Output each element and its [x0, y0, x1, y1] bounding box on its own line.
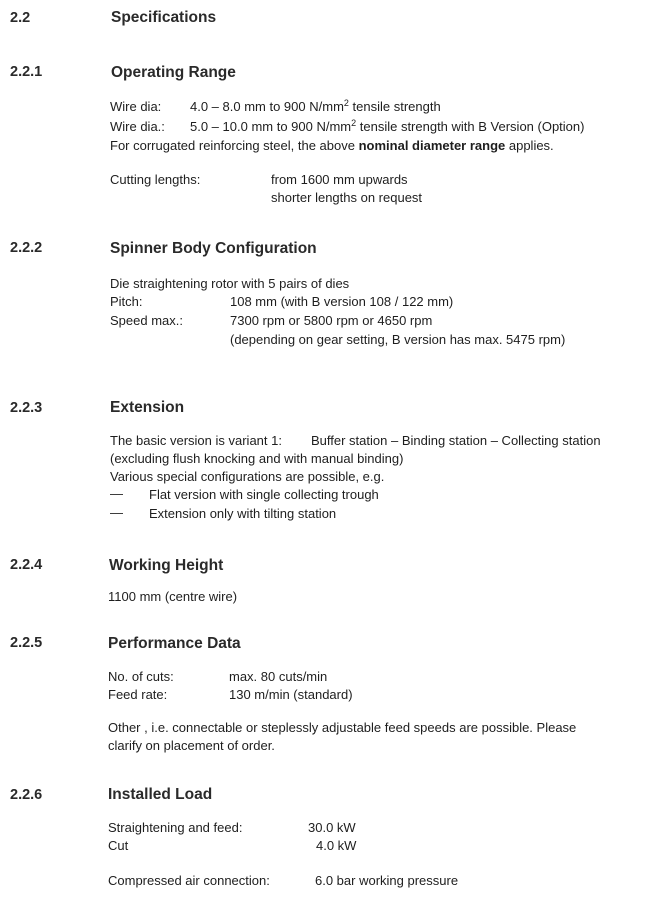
- section-number-2-2-5: 2.2.5: [10, 635, 43, 651]
- performance-note-line-1: Other , i.e. connectable or steplessly adjustable feed speeds are possible. Please: [108, 720, 577, 735]
- section-title-specifications: Specifications: [111, 9, 217, 26]
- section-number-2-2-2: 2.2.2: [10, 240, 43, 256]
- speed-note: (depending on gear setting, B version has max. 5475 rpm): [230, 332, 566, 347]
- compressed-air-value: 6.0 bar working pressure: [315, 873, 459, 888]
- straightening-feed-label: Straightening and feed:: [108, 820, 243, 835]
- section-number-2-2-6: 2.2.6: [10, 787, 43, 803]
- compressed-air-label: Compressed air connection:: [108, 873, 270, 888]
- pitch-label: Pitch:: [110, 294, 143, 309]
- wire-dia-label-2: Wire dia.:: [110, 119, 165, 134]
- section-title-working-height: Working Height: [109, 557, 224, 574]
- cut-load-value: 4.0 kW: [316, 838, 357, 853]
- performance-note-line-2: clarify on placement of order.: [108, 738, 275, 753]
- extension-basic-value: Buffer station – Binding station – Collecting station: [311, 433, 601, 448]
- extension-basic-label: The basic version is variant 1:: [110, 433, 282, 448]
- list-dash-1: —: [110, 486, 123, 501]
- cutting-lengths-value-2: shorter lengths on request: [271, 190, 423, 205]
- extension-item-2: Extension only with tilting station: [149, 506, 337, 521]
- section-number-2-2-1: 2.2.1: [10, 64, 43, 80]
- working-height-value: 1100 mm (centre wire): [108, 589, 238, 604]
- cuts-value: max. 80 cuts/min: [229, 669, 328, 684]
- extension-note: (excluding flush knocking and with manual binding): [110, 451, 404, 466]
- section-number-2-2-3: 2.2.3: [10, 400, 43, 416]
- pitch-value: 108 mm (with B version 108 / 122 mm): [230, 294, 454, 309]
- section-title-spinner-body: Spinner Body Configuration: [110, 240, 317, 257]
- speed-value: 7300 rpm or 5800 rpm or 4650 rpm: [230, 313, 433, 328]
- cuts-label: No. of cuts:: [108, 669, 174, 684]
- cutting-lengths-value-1: from 1600 mm upwards: [271, 172, 408, 187]
- wire-dia-value-2: 5.0 – 10.0 mm to 900 $N/mm^2$ tensile strength with B Version (Option): [190, 118, 585, 134]
- extension-special-intro: Various special configurations are possible, e.g.: [110, 469, 385, 484]
- section-title-installed-load: Installed Load: [108, 786, 213, 803]
- wire-dia-value-1: 4.0 – 8.0 mm to 900 $N/mm^2$ tensile strength: [190, 98, 441, 114]
- speed-label: Speed max.:: [110, 313, 183, 328]
- straightening-feed-value: 30.0 kW: [308, 820, 356, 835]
- corrugated-steel-note: For corrugated reinforcing steel, the above nominal diameter range applies.: [110, 138, 554, 153]
- feed-rate-label: Feed rate:: [108, 687, 168, 702]
- section-number-2-2: 2.2: [10, 10, 31, 26]
- list-dash-2: —: [110, 505, 123, 520]
- spinner-rotor-line: Die straightening rotor with 5 pairs of dies: [110, 276, 350, 291]
- section-title-operating-range: Operating Range: [111, 64, 236, 81]
- cutting-lengths-label: Cutting lengths:: [110, 172, 201, 187]
- wire-dia-label-1: Wire dia:: [110, 99, 162, 114]
- extension-item-1: Flat version with single collecting trough: [149, 487, 379, 502]
- section-title-extension: Extension: [110, 399, 185, 416]
- section-title-performance-data: Performance Data: [108, 635, 241, 652]
- feed-rate-value: 130 m/min (standard): [229, 687, 353, 702]
- section-number-2-2-4: 2.2.4: [10, 557, 43, 573]
- cut-load-label: Cut: [108, 838, 129, 853]
